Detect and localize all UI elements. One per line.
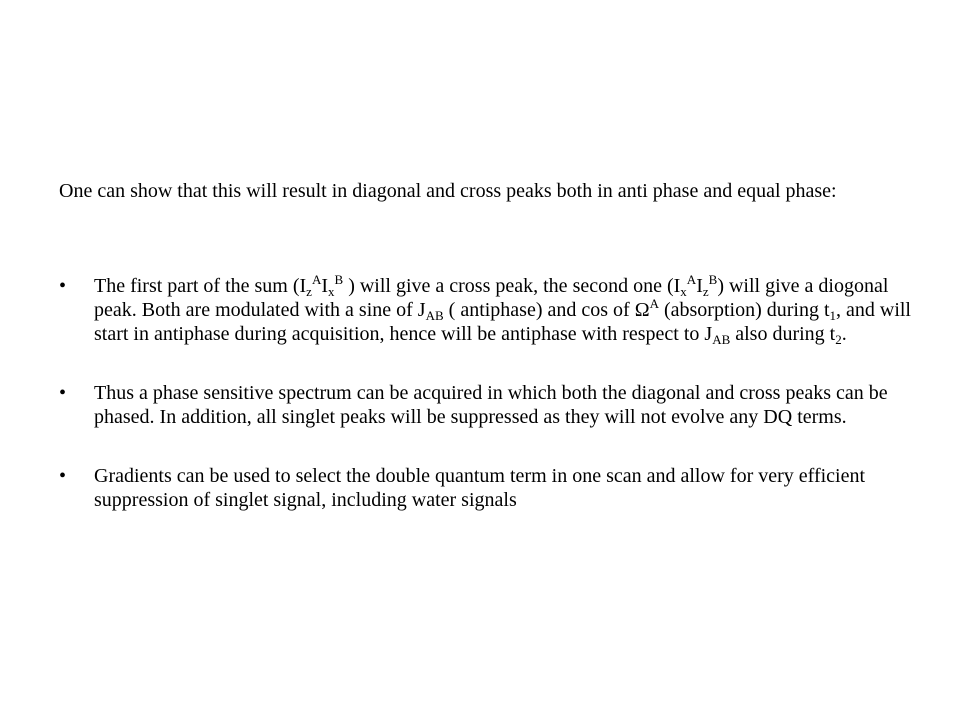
- bullet-marker: •: [59, 382, 67, 404]
- bullet-text-3: Gradients can be used to select the double quantum term in one scan and allow for very efficient suppression of singlet signal, including water signals: [94, 465, 866, 511]
- bullet-list: [59, 274, 919, 512]
- bullet-item-2: [59, 381, 919, 429]
- bullet-item-3: [59, 464, 919, 512]
- bullet-text-2: Thus a phase sensitive spectrum can be acquired in which both the diagonal and cross peaks can be phased. In addition, all singlet peaks will be suppressed as they will not evolve any DQ terms.: [94, 382, 888, 428]
- bullet-item-1: [59, 274, 919, 346]
- bullet-text-1: The first part of the sum ($I_z^AI_x^B$ ) will give a cross peak, the second one $(I_x^AI_z^B)$ will give a diogonal peak. Both are modulated with a sine of $J_{AB}$ ( antiphase) and cos of $\Omega^A$ (absorption) during $t_1$, and will start in antiphase during acquisition, hence will be antiphase with respect to $J_{AB}$ also during $t_2$.: [94, 272, 911, 347]
- bullet-marker: •: [59, 275, 67, 297]
- bullet-marker: •: [59, 465, 67, 487]
- intro-paragraph: One can show that this will result in diagonal and cross peaks both in anti phase and equal phase:: [59, 180, 837, 202]
